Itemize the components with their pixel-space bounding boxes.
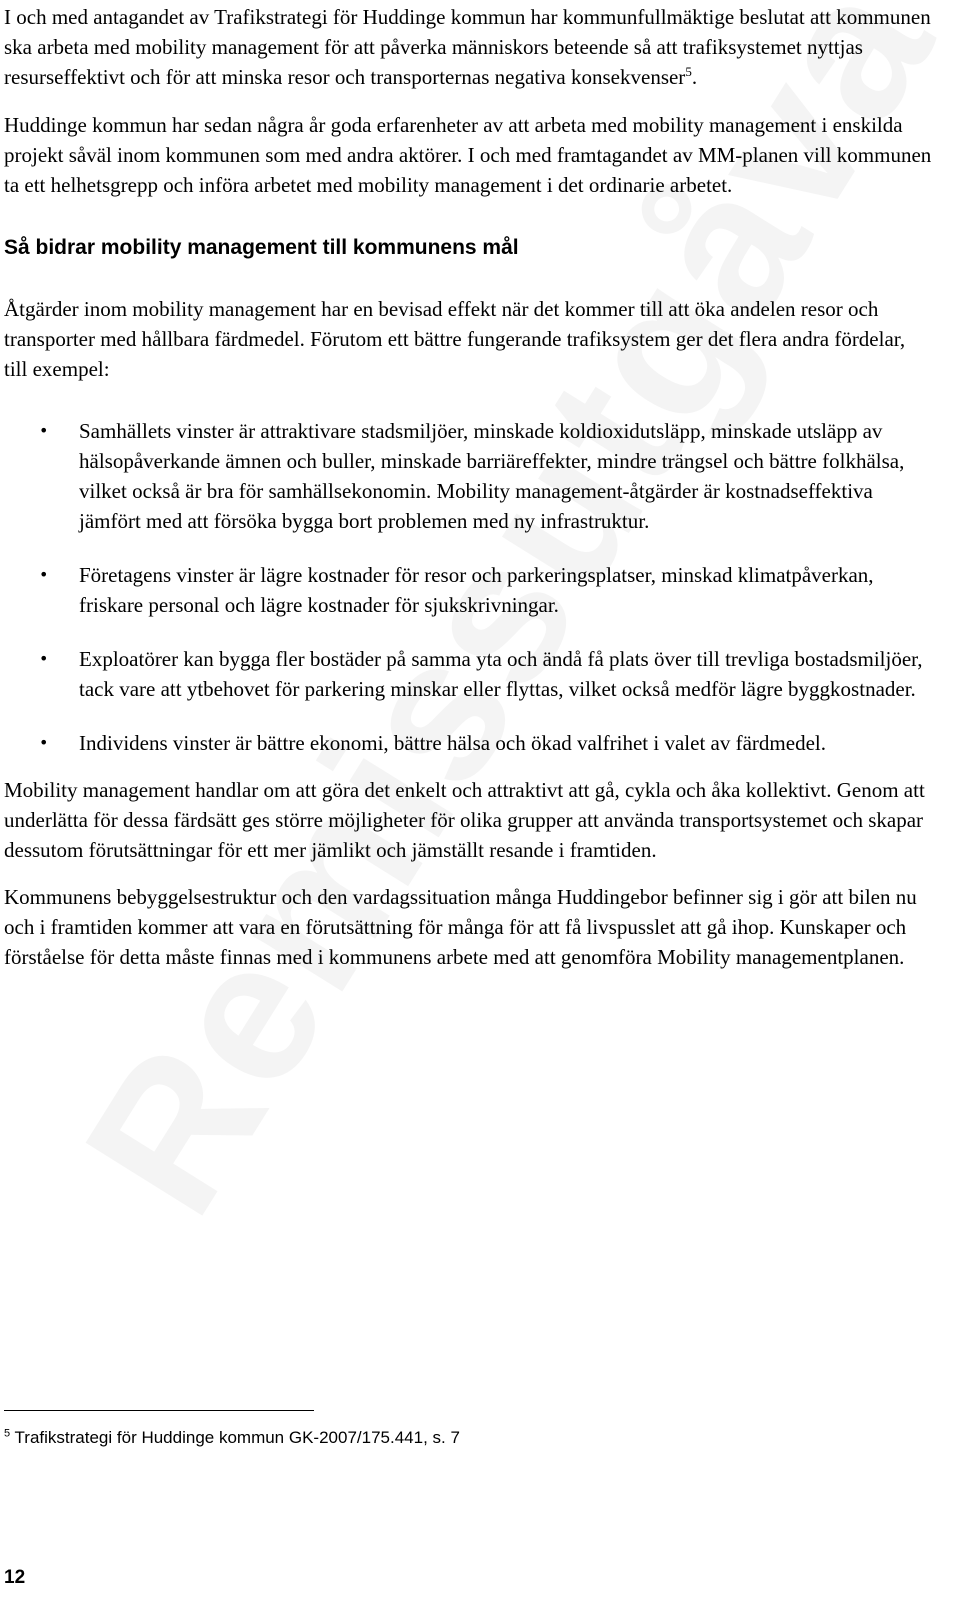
paragraph-effects: Åtgärder inom mobility management har en bevisad effekt när det kommer till att öka andelen resor och transporter med hållbara färdmedel. Förutom ett bättre fungerande trafiksystem ger det flera andra fördelar, till exempel: xyxy=(4,297,906,381)
bullet-icon: • xyxy=(39,421,49,440)
paragraph-intro-end: . xyxy=(691,65,698,89)
paragraph-settlement-structure: Kommunens bebyggelsestruktur och den vardagssituation många Huddingebor befinner sig i gör att bilen nu och i framtiden kommer att vara en förutsättning för många för att få livspusslet att gå ihop. Kunskaper och förståelse för detta måste finnas med i kommunens arbete med att genomföra Mobility managementplanen. xyxy=(4,885,917,969)
bullet-icon: • xyxy=(39,733,49,752)
paragraph-experience: Huddinge kommun har sedan några år goda erfarenheter av att arbeta med mobility management i enskilda projekt såväl inom kommunen som med andra aktörer. I och med framtagandet av MM-planen vill kommunen ta ett helhetsgrepp och införa arbetet med mobility management i det ordinarie arbetet. xyxy=(4,113,932,197)
list-item-text: Företagens vinster är lägre kostnader för resor och parkeringsplatser, minskad klimatpåverkan, friskare personal och lägre kostnader för sjukskrivningar. xyxy=(79,563,874,617)
list-item-text: Exploatörer kan bygga fler bostäder på samma yta och ändå få plats över till trevliga bostadsmiljöer, tack vare att ytbehovet för parkering minskar eller flyttas, vilket också medför lägre byggkostnader. xyxy=(79,647,923,701)
bullet-icon: • xyxy=(39,649,49,668)
page-number: 12 xyxy=(4,1567,26,1588)
bullet-icon: • xyxy=(39,565,49,584)
list-item xyxy=(4,416,932,536)
section-heading: Så bidrar mobility management till kommunens mål xyxy=(4,236,519,259)
benefits-list xyxy=(4,416,932,758)
page-content xyxy=(4,0,932,972)
footnote-number: 5 xyxy=(4,1427,11,1440)
list-item-text: Individens vinster är bättre ekonomi, bättre hälsa och ökad valfrihet i valet av färdmedel. xyxy=(79,731,826,755)
list-item-text: Samhällets vinster är attraktivare stadsmiljöer, minskade koldioxidutsläpp, minskade utsläpp av hälsopåverkande ämnen och buller, minskade barriäreffekter, mindre trängsel och bättre folkhälsa, vilket också är bra för samhällsekonomin. Mobility management-åtgärder är kostnadseffektiva jämfört med att försöka bygga bort problemen med ny infrastruktur. xyxy=(79,419,905,533)
footnote-divider xyxy=(4,1410,314,1411)
footnote xyxy=(4,1426,460,1450)
paragraph-mobility-definition: Mobility management handlar om att göra det enkelt och attraktivt att gå, cykla och åka kollektivt. Genom att underlätta för dessa färdsätt ges större möjligheter för olika grupper att använda transportsystemet och skapar dessutom förutsättningar för ett mer jämlikt och jämställt resande i framtiden. xyxy=(4,778,925,862)
list-item xyxy=(4,560,932,620)
list-item xyxy=(4,728,932,758)
paragraph-intro xyxy=(4,2,932,92)
footnote-text: Trafikstrategi för Huddinge kommun GK-2007/175.441, s. 7 xyxy=(14,1428,460,1447)
paragraph-intro-text: I och med antagandet av Trafikstrategi för Huddinge kommun har kommunfullmäktige beslutat att kommunen ska arbeta med mobility management för att påverka människors beteende så att trafiksystemet nyttjas resurseffektivt och för att minska resor och transporternas negativa konsekvenser xyxy=(4,5,931,89)
footnote-reference[interactable]: 5 xyxy=(685,64,692,79)
list-item xyxy=(4,644,932,704)
